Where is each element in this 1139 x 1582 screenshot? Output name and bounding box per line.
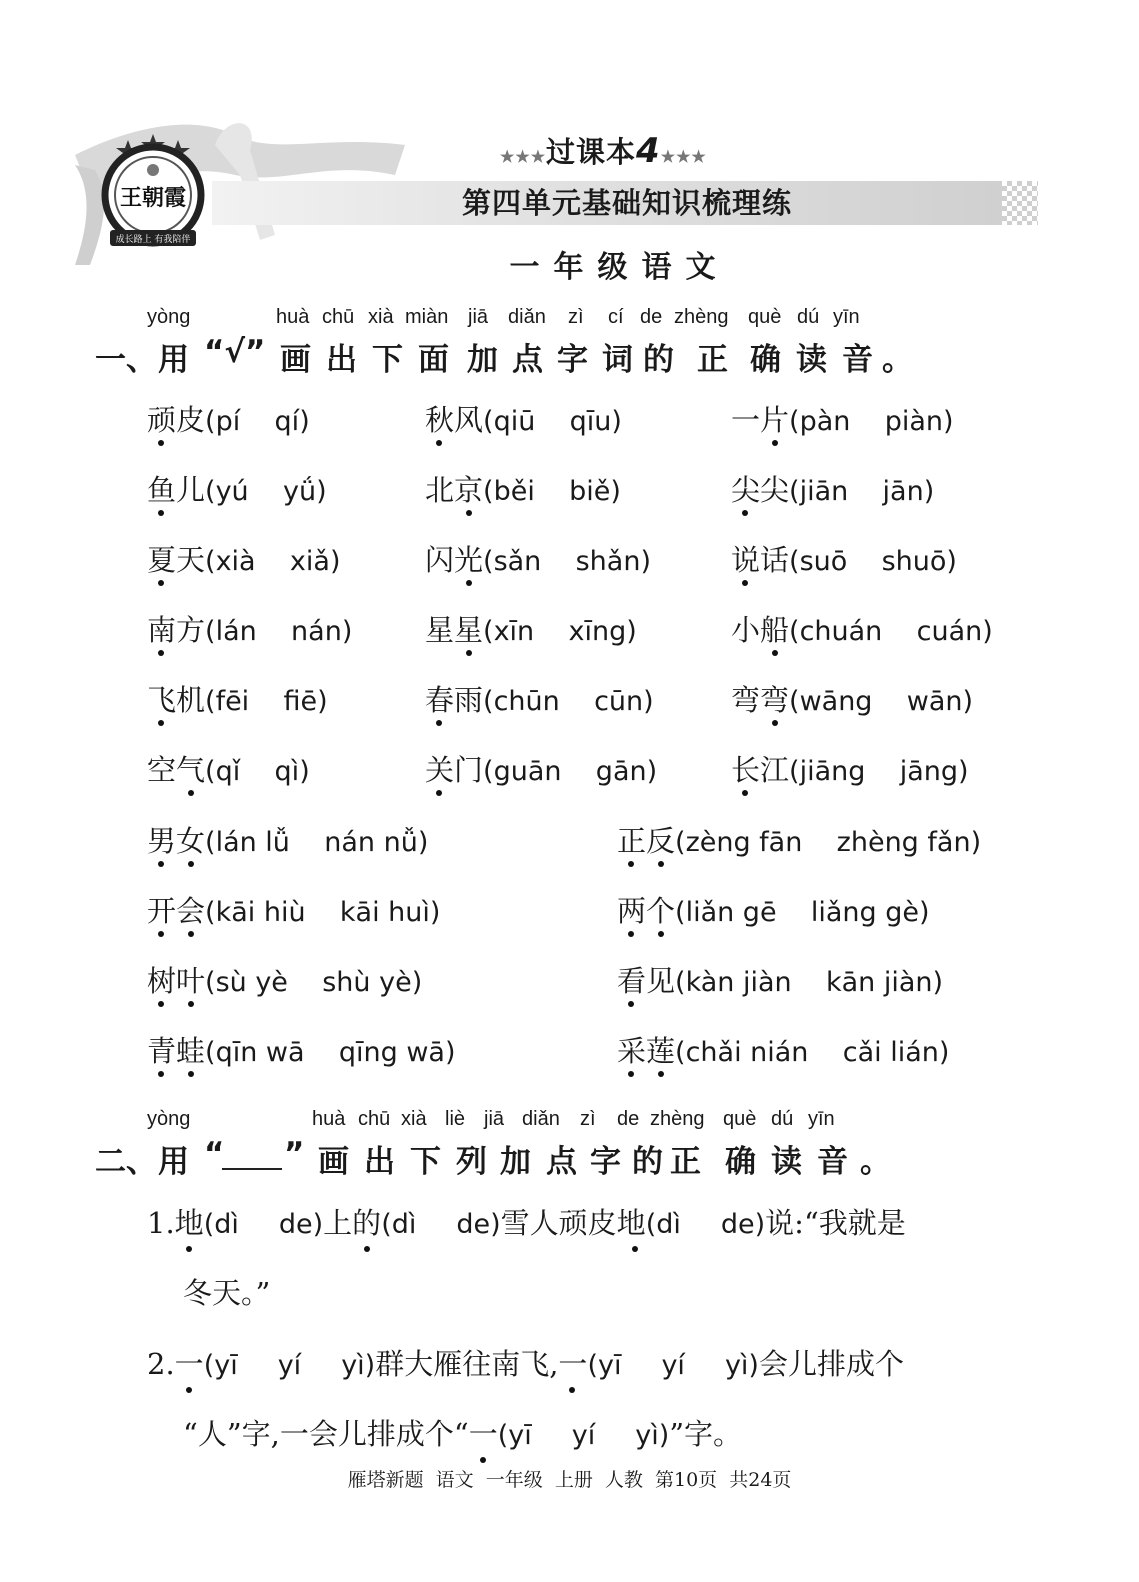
sentence-text: 一 xyxy=(558,1347,587,1381)
section2-heading xyxy=(0,1136,1139,1180)
emphasis-dot xyxy=(772,650,778,656)
pinyin-options: chūn cūn xyxy=(493,686,644,717)
sentence-text: 群大雁往南飞, xyxy=(375,1347,559,1381)
paren-close: ) xyxy=(299,406,310,437)
emphasis-dot xyxy=(436,440,442,446)
heading-char: 读 xyxy=(771,1144,802,1180)
emphasis-dot xyxy=(188,1071,194,1077)
pinyin-syllable: diǎn xyxy=(522,1108,560,1130)
heading-char: 点 xyxy=(546,1144,577,1180)
answer-item xyxy=(147,750,310,790)
heading-char: 确 xyxy=(725,1144,756,1180)
sentence-text: 说:“我就是 xyxy=(765,1206,906,1240)
paren-close: ) xyxy=(982,616,993,647)
series-label xyxy=(500,130,707,171)
pinyin-options: lán lǚ nán nǚ xyxy=(215,827,418,858)
paren-close: ) xyxy=(938,1037,950,1068)
pinyin-options: jiāng jāng xyxy=(799,756,958,787)
pinyin-option: yí xyxy=(277,1350,302,1381)
emphasis-dot xyxy=(480,1457,486,1463)
paren-open: ( xyxy=(483,476,494,507)
paren-open: ( xyxy=(205,476,216,507)
heading-char: ” xyxy=(284,1136,305,1172)
paren-open: ( xyxy=(789,476,800,507)
section1-heading xyxy=(0,334,1139,378)
pinyin-options: sù yè shù yè xyxy=(215,967,412,998)
heading-char: 确 xyxy=(750,342,781,378)
paren-open: ( xyxy=(205,967,216,998)
item-word: 看见 xyxy=(617,964,676,998)
answer-item xyxy=(731,540,957,580)
answer-item xyxy=(147,400,310,440)
paren-close: ) xyxy=(962,686,974,717)
series-text: 过课本 xyxy=(546,135,637,169)
pinyin-syllable: huà xyxy=(312,1108,346,1130)
pinyin-syllable: zì xyxy=(580,1108,596,1130)
emphasis-dot xyxy=(742,510,748,516)
paren-close: ) xyxy=(946,546,957,577)
item-word: 春雨 xyxy=(425,683,484,717)
pinyin-syllable: zhèng xyxy=(674,306,729,328)
sentence-line xyxy=(147,1344,904,1384)
item-word: 青蛙 xyxy=(147,1034,206,1068)
sentence-text: “人”字,一会儿排成个“ xyxy=(183,1417,469,1451)
pinyin-syllable: dú xyxy=(797,306,820,328)
emphasis-dot xyxy=(158,510,164,516)
emphasis-dot xyxy=(632,1246,638,1252)
heading-char: 。 xyxy=(860,1144,891,1180)
pinyin-options: yú yǘ xyxy=(215,476,317,507)
answer-item xyxy=(425,400,622,440)
answer-item xyxy=(425,750,657,790)
pinyin-options: fēi fiē xyxy=(215,686,318,717)
answer-item xyxy=(731,680,973,720)
pinyin-options: sǎn shǎn xyxy=(493,546,641,577)
pinyin-syllable: què xyxy=(748,306,782,328)
item-word: 开会 xyxy=(147,894,206,928)
pinyin-option: (dì xyxy=(203,1209,239,1240)
answer-item xyxy=(731,610,993,650)
sentence-text: 2. xyxy=(147,1347,175,1381)
item-word: 飞机 xyxy=(147,683,206,717)
emphasis-dot xyxy=(466,580,472,586)
pinyin-options: qiū qīu xyxy=(493,406,612,437)
paren-open: ( xyxy=(205,897,216,928)
emphasis-dot xyxy=(466,510,472,516)
paren-close: ) xyxy=(329,546,341,577)
paren-close: ) xyxy=(299,756,310,787)
answer-item xyxy=(731,400,954,440)
heading-char: 出 xyxy=(364,1144,395,1180)
answer-item xyxy=(425,680,654,720)
emphasis-dot xyxy=(364,1246,370,1252)
paren-open: ( xyxy=(789,616,800,647)
sentence-text: 上的 xyxy=(323,1206,381,1240)
pinyin-option: yì) xyxy=(341,1350,376,1381)
paren-open: ( xyxy=(789,546,800,577)
item-word: 鱼儿 xyxy=(147,473,206,507)
pinyin-options: wāng wān xyxy=(799,686,963,717)
pinyin-options: suō shuō xyxy=(799,546,947,577)
paren-open: ( xyxy=(675,1037,686,1068)
answer-item xyxy=(147,961,422,1001)
emphasis-dot xyxy=(158,580,164,586)
emphasis-dot xyxy=(188,790,194,796)
item-word: 关门 xyxy=(425,753,484,787)
paren-close: ) xyxy=(341,616,353,647)
sentence-text: 一 xyxy=(469,1417,498,1451)
paren-close: ) xyxy=(610,476,621,507)
paren-open: ( xyxy=(483,686,494,717)
sentence-text: 地 xyxy=(175,1206,204,1240)
pinyin-options: qǐ qì xyxy=(215,756,300,787)
item-word: 树叶 xyxy=(147,964,206,998)
pinyin-option: yì) xyxy=(635,1420,670,1451)
pinyin-syllable: miàn xyxy=(405,306,449,328)
paren-open: ( xyxy=(205,1037,216,1068)
heading-char: 画 xyxy=(280,342,311,378)
paren-open: ( xyxy=(205,827,216,858)
paren-open: ( xyxy=(675,967,686,998)
item-word: 两个 xyxy=(617,894,676,928)
emphasis-dot xyxy=(158,720,164,726)
emphasis-dot xyxy=(742,580,748,586)
pinyin-options: kàn jiàn kān jiàn xyxy=(685,967,933,998)
paren-close: ) xyxy=(429,897,441,928)
paren-close: ) xyxy=(640,546,652,577)
paren-open: ( xyxy=(483,406,494,437)
section-number: 二、 xyxy=(95,1144,157,1180)
heading-char: 正 xyxy=(697,342,728,378)
section1-pinyin-row xyxy=(0,306,1139,332)
pinyin-syllable: de xyxy=(617,1108,640,1130)
paren-open: ( xyxy=(789,686,800,717)
heading-char: 加 xyxy=(467,342,498,378)
paren-close: ) xyxy=(643,686,654,717)
pinyin-syllable: yīn xyxy=(833,306,860,328)
heading-char: 加 xyxy=(500,1144,531,1180)
answer-blank-line xyxy=(222,1142,282,1170)
section2-pinyin-row xyxy=(0,1108,1139,1134)
heading-char: 点 xyxy=(512,342,543,378)
paren-open: ( xyxy=(205,546,216,577)
answer-item xyxy=(617,821,981,861)
heading-char: 音 xyxy=(842,342,873,378)
paren-close: ) xyxy=(919,897,930,928)
paren-open: ( xyxy=(675,897,686,928)
paren-open: ( xyxy=(205,756,216,787)
heading-char: 词 xyxy=(602,342,633,378)
pinyin-option: (yī xyxy=(497,1420,532,1451)
pinyin-options: xīn xīng xyxy=(493,616,627,647)
pinyin-options: pàn piàn xyxy=(799,406,943,437)
answer-item xyxy=(147,821,428,861)
heading-char: 读 xyxy=(796,342,827,378)
answer-item xyxy=(147,891,440,931)
pinyin-syllable: xià xyxy=(368,306,394,328)
item-word: 空气 xyxy=(147,753,206,787)
page-footer: 雁塔新题 语文 一年级 上册 人教 第10页 共24页 xyxy=(347,1469,792,1491)
heading-char: 正 xyxy=(670,1144,701,1180)
sentence-text: 会儿排成个 xyxy=(758,1347,904,1381)
pinyin-options: lán nán xyxy=(215,616,342,647)
item-word: 顽皮 xyxy=(147,403,206,437)
item-word: 小船 xyxy=(731,613,790,647)
pinyin-option: yí xyxy=(661,1350,685,1381)
sentence-line: 冬天。” xyxy=(183,1276,271,1310)
pinyin-option: (dì xyxy=(645,1209,681,1240)
paren-close: ) xyxy=(646,756,658,787)
emphasis-dot xyxy=(628,861,634,867)
item-word: 尖尖 xyxy=(731,473,790,507)
sentence-text: 1. xyxy=(147,1206,175,1240)
brand-logo xyxy=(98,130,208,250)
heading-char: 字 xyxy=(557,342,588,378)
item-word: 北京 xyxy=(425,473,484,507)
paren-open: ( xyxy=(483,756,494,787)
emphasis-dot xyxy=(436,720,442,726)
pinyin-options: pí qí xyxy=(215,406,300,437)
paren-close: ) xyxy=(611,406,622,437)
paren-close: ) xyxy=(444,1037,456,1068)
pinyin-option: de) xyxy=(720,1209,766,1240)
item-word: 闪光 xyxy=(425,543,484,577)
emphasis-dot xyxy=(158,931,164,937)
emphasis-dot xyxy=(158,861,164,867)
pinyin-syllable: huà xyxy=(276,306,310,328)
item-word: 正反 xyxy=(617,824,676,858)
paren-close: ) xyxy=(317,686,328,717)
paren-close: ) xyxy=(626,616,637,647)
answer-item xyxy=(425,470,621,510)
emphasis-dot xyxy=(742,790,748,796)
pinyin-option: yì) xyxy=(724,1350,759,1381)
pinyin-options: guān gān xyxy=(493,756,647,787)
pinyin-syllable: yòng xyxy=(147,306,191,328)
emphasis-dot xyxy=(658,861,664,867)
sentence-line xyxy=(147,1203,906,1243)
heading-char: 用 xyxy=(158,342,189,378)
answer-item xyxy=(147,540,341,580)
pinyin-option: (dì xyxy=(381,1209,417,1240)
pinyin-syllable: chū xyxy=(358,1108,391,1130)
paren-close: ) xyxy=(932,967,944,998)
paren-close: ) xyxy=(970,827,982,858)
pinyin-syllable: dú xyxy=(771,1108,794,1130)
paren-open: ( xyxy=(483,616,494,647)
stars-right: ★★★ xyxy=(660,147,707,166)
heading-char: “ xyxy=(204,1136,225,1172)
pinyin-options: kāi hiù kāi huì xyxy=(215,897,430,928)
item-word: 弯弯 xyxy=(731,683,790,717)
pinyin-options: jiān jān xyxy=(799,476,924,507)
pinyin-options: xià xiǎ xyxy=(215,546,330,577)
answer-item xyxy=(147,1031,456,1071)
paren-open: ( xyxy=(205,686,216,717)
pinyin-options: chǎi nián cǎi lián xyxy=(685,1037,939,1068)
heading-char: 画 xyxy=(318,1144,349,1180)
stars-left: ★★★ xyxy=(500,147,547,166)
unit-title: 第四单元基础知识梳理练 xyxy=(461,186,792,220)
pinyin-syllable: xià xyxy=(401,1108,427,1130)
pinyin-syllable: zì xyxy=(568,306,584,328)
logo-text: 王朝霞 xyxy=(119,185,187,211)
sentence-line xyxy=(183,1414,742,1454)
pinyin-syllable: yīn xyxy=(808,1108,835,1130)
logo-slogan: 成长路上 有我陪伴 xyxy=(115,235,191,245)
emphasis-dot xyxy=(158,650,164,656)
pinyin-option: de) xyxy=(456,1209,501,1240)
pinyin-syllable: zhèng xyxy=(650,1108,705,1130)
paren-open: ( xyxy=(205,406,216,437)
sentence-text: 雪人顽皮地 xyxy=(501,1206,646,1240)
emphasis-dot xyxy=(658,931,664,937)
emphasis-dot xyxy=(158,1071,164,1077)
heading-char: 出 xyxy=(326,342,357,378)
answer-item xyxy=(147,470,327,510)
paren-open: ( xyxy=(789,756,800,787)
pinyin-option: (yī xyxy=(203,1350,238,1381)
paren-close: ) xyxy=(411,967,423,998)
emphasis-dot xyxy=(466,650,472,656)
item-word: 一片 xyxy=(731,403,790,437)
emphasis-dot xyxy=(186,1246,192,1252)
section-number: 一、 xyxy=(95,342,157,378)
item-word: 男女 xyxy=(147,824,206,858)
paren-open: ( xyxy=(205,616,216,647)
paren-close: ) xyxy=(923,476,935,507)
emphasis-dot xyxy=(628,1001,634,1007)
paren-open: ( xyxy=(483,546,494,577)
emphasis-dot xyxy=(188,1001,194,1007)
pinyin-syllable: liè xyxy=(445,1108,466,1130)
emphasis-dot xyxy=(569,1387,575,1393)
sentence-text: ”字。 xyxy=(669,1417,743,1451)
emphasis-dot xyxy=(772,440,778,446)
heading-char: 面 xyxy=(418,342,449,378)
answer-item xyxy=(617,961,943,1001)
emphasis-dot xyxy=(158,1001,164,1007)
emphasis-dot xyxy=(658,1071,664,1077)
answer-item xyxy=(425,610,637,650)
heading-char: 列 xyxy=(456,1144,487,1180)
pinyin-options: qīn wā qīng wā xyxy=(215,1037,445,1068)
pinyin-options: chuán cuán xyxy=(799,616,983,647)
paren-close: ) xyxy=(958,756,969,787)
pinyin-syllable: jiā xyxy=(484,1108,505,1130)
item-word: 长江 xyxy=(731,753,790,787)
paren-close: ) xyxy=(417,827,429,858)
heading-char: 。 xyxy=(882,342,913,378)
answer-item xyxy=(617,1031,949,1071)
answer-item xyxy=(617,891,930,931)
item-word: 星星 xyxy=(425,613,484,647)
answer-item xyxy=(731,470,934,510)
series-number: 4 xyxy=(636,131,661,171)
emphasis-dot xyxy=(186,1387,192,1393)
pinyin-options: běi biě xyxy=(493,476,611,507)
pinyin-syllable: chū xyxy=(322,306,355,328)
sentence-text: 一 xyxy=(175,1347,204,1381)
item-word: 采莲 xyxy=(617,1034,676,1068)
item-word: 南方 xyxy=(147,613,206,647)
answer-item xyxy=(731,750,969,790)
paren-open: ( xyxy=(789,406,800,437)
paren-open: ( xyxy=(675,827,686,858)
pinyin-syllable: diǎn xyxy=(508,306,546,328)
heading-char: 下 xyxy=(372,342,403,378)
answer-item xyxy=(147,610,352,650)
emphasis-dot xyxy=(628,931,634,937)
emphasis-dot xyxy=(436,790,442,796)
pinyin-option: de) xyxy=(278,1209,324,1240)
pinyin-syllable: yòng xyxy=(147,1108,191,1130)
heading-char: 的 xyxy=(632,1144,663,1180)
pinyin-syllable: cí xyxy=(608,306,624,328)
pinyin-syllable: de xyxy=(640,306,663,328)
emphasis-dot xyxy=(188,861,194,867)
emphasis-dot xyxy=(772,720,778,726)
heading-char: 字 xyxy=(590,1144,621,1180)
grade-subject: 一年级语文 xyxy=(509,250,730,285)
paren-close: ) xyxy=(316,476,327,507)
pinyin-options: liǎn gē liǎng gè xyxy=(685,897,920,928)
emphasis-dot xyxy=(628,1071,634,1077)
emphasis-dot xyxy=(188,931,194,937)
heading-char: 音 xyxy=(817,1144,848,1180)
pinyin-syllable: jiā xyxy=(468,306,489,328)
check-mark-symbol: “√” xyxy=(204,334,266,370)
pinyin-options: zèng fān zhèng fǎn xyxy=(685,827,971,858)
answer-item xyxy=(147,680,328,720)
item-word: 说话 xyxy=(731,543,790,577)
paren-close: ) xyxy=(943,406,954,437)
pinyin-syllable: què xyxy=(723,1108,757,1130)
pinyin-option: yí xyxy=(571,1420,596,1451)
answer-item xyxy=(425,540,651,580)
heading-char: 用 xyxy=(158,1144,189,1180)
pinyin-option: (yī xyxy=(587,1350,622,1381)
item-word: 秋风 xyxy=(425,403,484,437)
heading-char: 的 xyxy=(643,342,674,378)
emphasis-dot xyxy=(158,440,164,446)
item-word: 夏天 xyxy=(147,543,206,577)
heading-char: 下 xyxy=(410,1144,441,1180)
